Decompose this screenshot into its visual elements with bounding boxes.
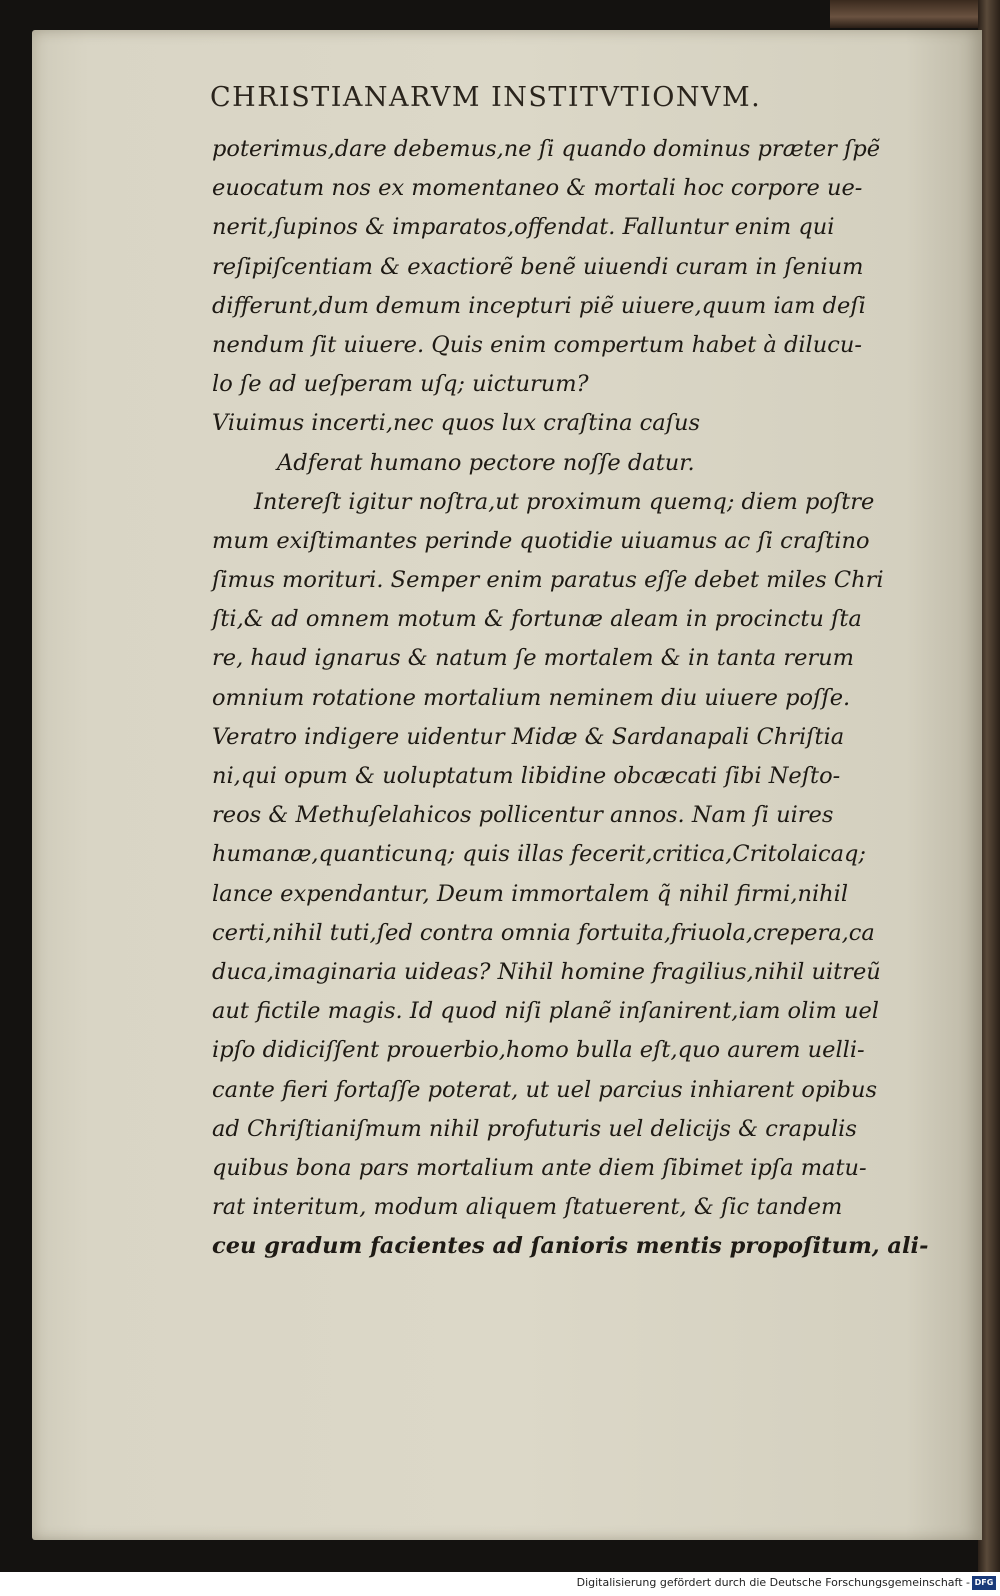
book-edge-top — [830, 0, 980, 28]
running-head: CHRISTIANARVM INSTITVTIONVM. — [210, 82, 762, 113]
text-line: euocatum nos ex momentaneo & mortali hoc corpore ue- — [212, 175, 863, 202]
text-line: mum exiſtimantes perinde quotidie uiuamus ac ſi craſtino — [212, 527, 870, 554]
footer-credit: Digitalisierung gefördert durch die Deutsche Forschungsgemeinschaft - — [576, 1576, 970, 1589]
text-line: quibus bona pars mortalium ante diem ſibimet ipſa matu- — [212, 1154, 867, 1181]
dfg-logo-icon: DFG — [972, 1576, 996, 1590]
text-line: ipſo didiciſſent prouerbio,homo bulla eſt,quo aurem uelli- — [212, 1037, 865, 1064]
text-line: ſimus morituri. Semper enim paratus eſſe debet miles Chri — [212, 567, 884, 594]
text-line: lo ſe ad ueſperam uſq; uicturum? — [212, 371, 589, 398]
text-line: aut fictile magis. Id quod niſi planẽ inſanirent,iam olim uel — [212, 998, 879, 1025]
text-line: reſipiſcentiam & exactiorẽ benẽ uiuendi curam in ſenium — [212, 253, 864, 280]
text-line: Veratro indigere uidentur Midæ & Sardanapali Chriſtia — [212, 723, 845, 750]
text-line: certi,nihil tuti,ſed contra omnia fortuita,friuola,crepera,ca — [212, 919, 875, 946]
text-line: Adferat humano pectore noſſe datur. — [277, 449, 695, 476]
text-line: poterimus,dare debemus,ne ſi quando dominus præter ſpẽ — [212, 136, 881, 162]
text-line: ni,qui opum & uoluptatum libidine obcæcati ſibi Neſto- — [212, 763, 841, 789]
text-line: Intereſt igitur noſtra,ut proximum quemq; diem poſtre — [254, 488, 875, 515]
text-line: re, haud ignarus & natum ſe mortalem & in tanta rerum — [212, 645, 854, 672]
body-text — [212, 130, 932, 1266]
text-line: reos & Methuſelahicos pollicentur annos. Nam ſi uires — [212, 802, 834, 829]
text-line: Viuimus incerti,nec quos lux craſtina caſus — [212, 410, 701, 437]
text-line: differunt,dum demum incepturi piẽ uiuere,quum iam deſi — [212, 292, 866, 319]
text-line: humanæ,quanticunq; quis illas fecerit,critica,Critolaicaq; — [212, 841, 866, 868]
text-line: ceu gradum facientes ad ſanioris mentis propoſitum, ali- — [212, 1233, 929, 1260]
text-line: ad Chriſtianiſmum nihil profuturis uel delicijs & crapulis — [212, 1115, 857, 1142]
digitization-footer — [0, 1572, 1000, 1596]
text-line: lance expendantur, Deum immortalem q̃ nihil firmi,nihil — [212, 880, 849, 907]
text-line: ſti,& ad omnem motum & fortunæ aleam in procinctu ſta — [212, 606, 862, 633]
text-line: rat interitum, modum aliquem ſtatuerent, & ſic tandem — [212, 1194, 843, 1221]
text-line: cante fieri fortaſſe poterat, ut uel parcius inhiarent opibus — [212, 1076, 878, 1103]
text-line: nerit,ſupinos & imparatos,offendat. Falluntur enim qui — [212, 214, 835, 241]
text-line: nendum ſit uiuere. Quis enim compertum habet à dilucu- — [212, 331, 862, 358]
text-line: duca,imaginaria uideas? Nihil homine fragilius,nihil uitreũ — [212, 958, 881, 985]
text-line: omnium rotatione mortalium neminem diu uiuere poſſe. — [212, 684, 851, 711]
